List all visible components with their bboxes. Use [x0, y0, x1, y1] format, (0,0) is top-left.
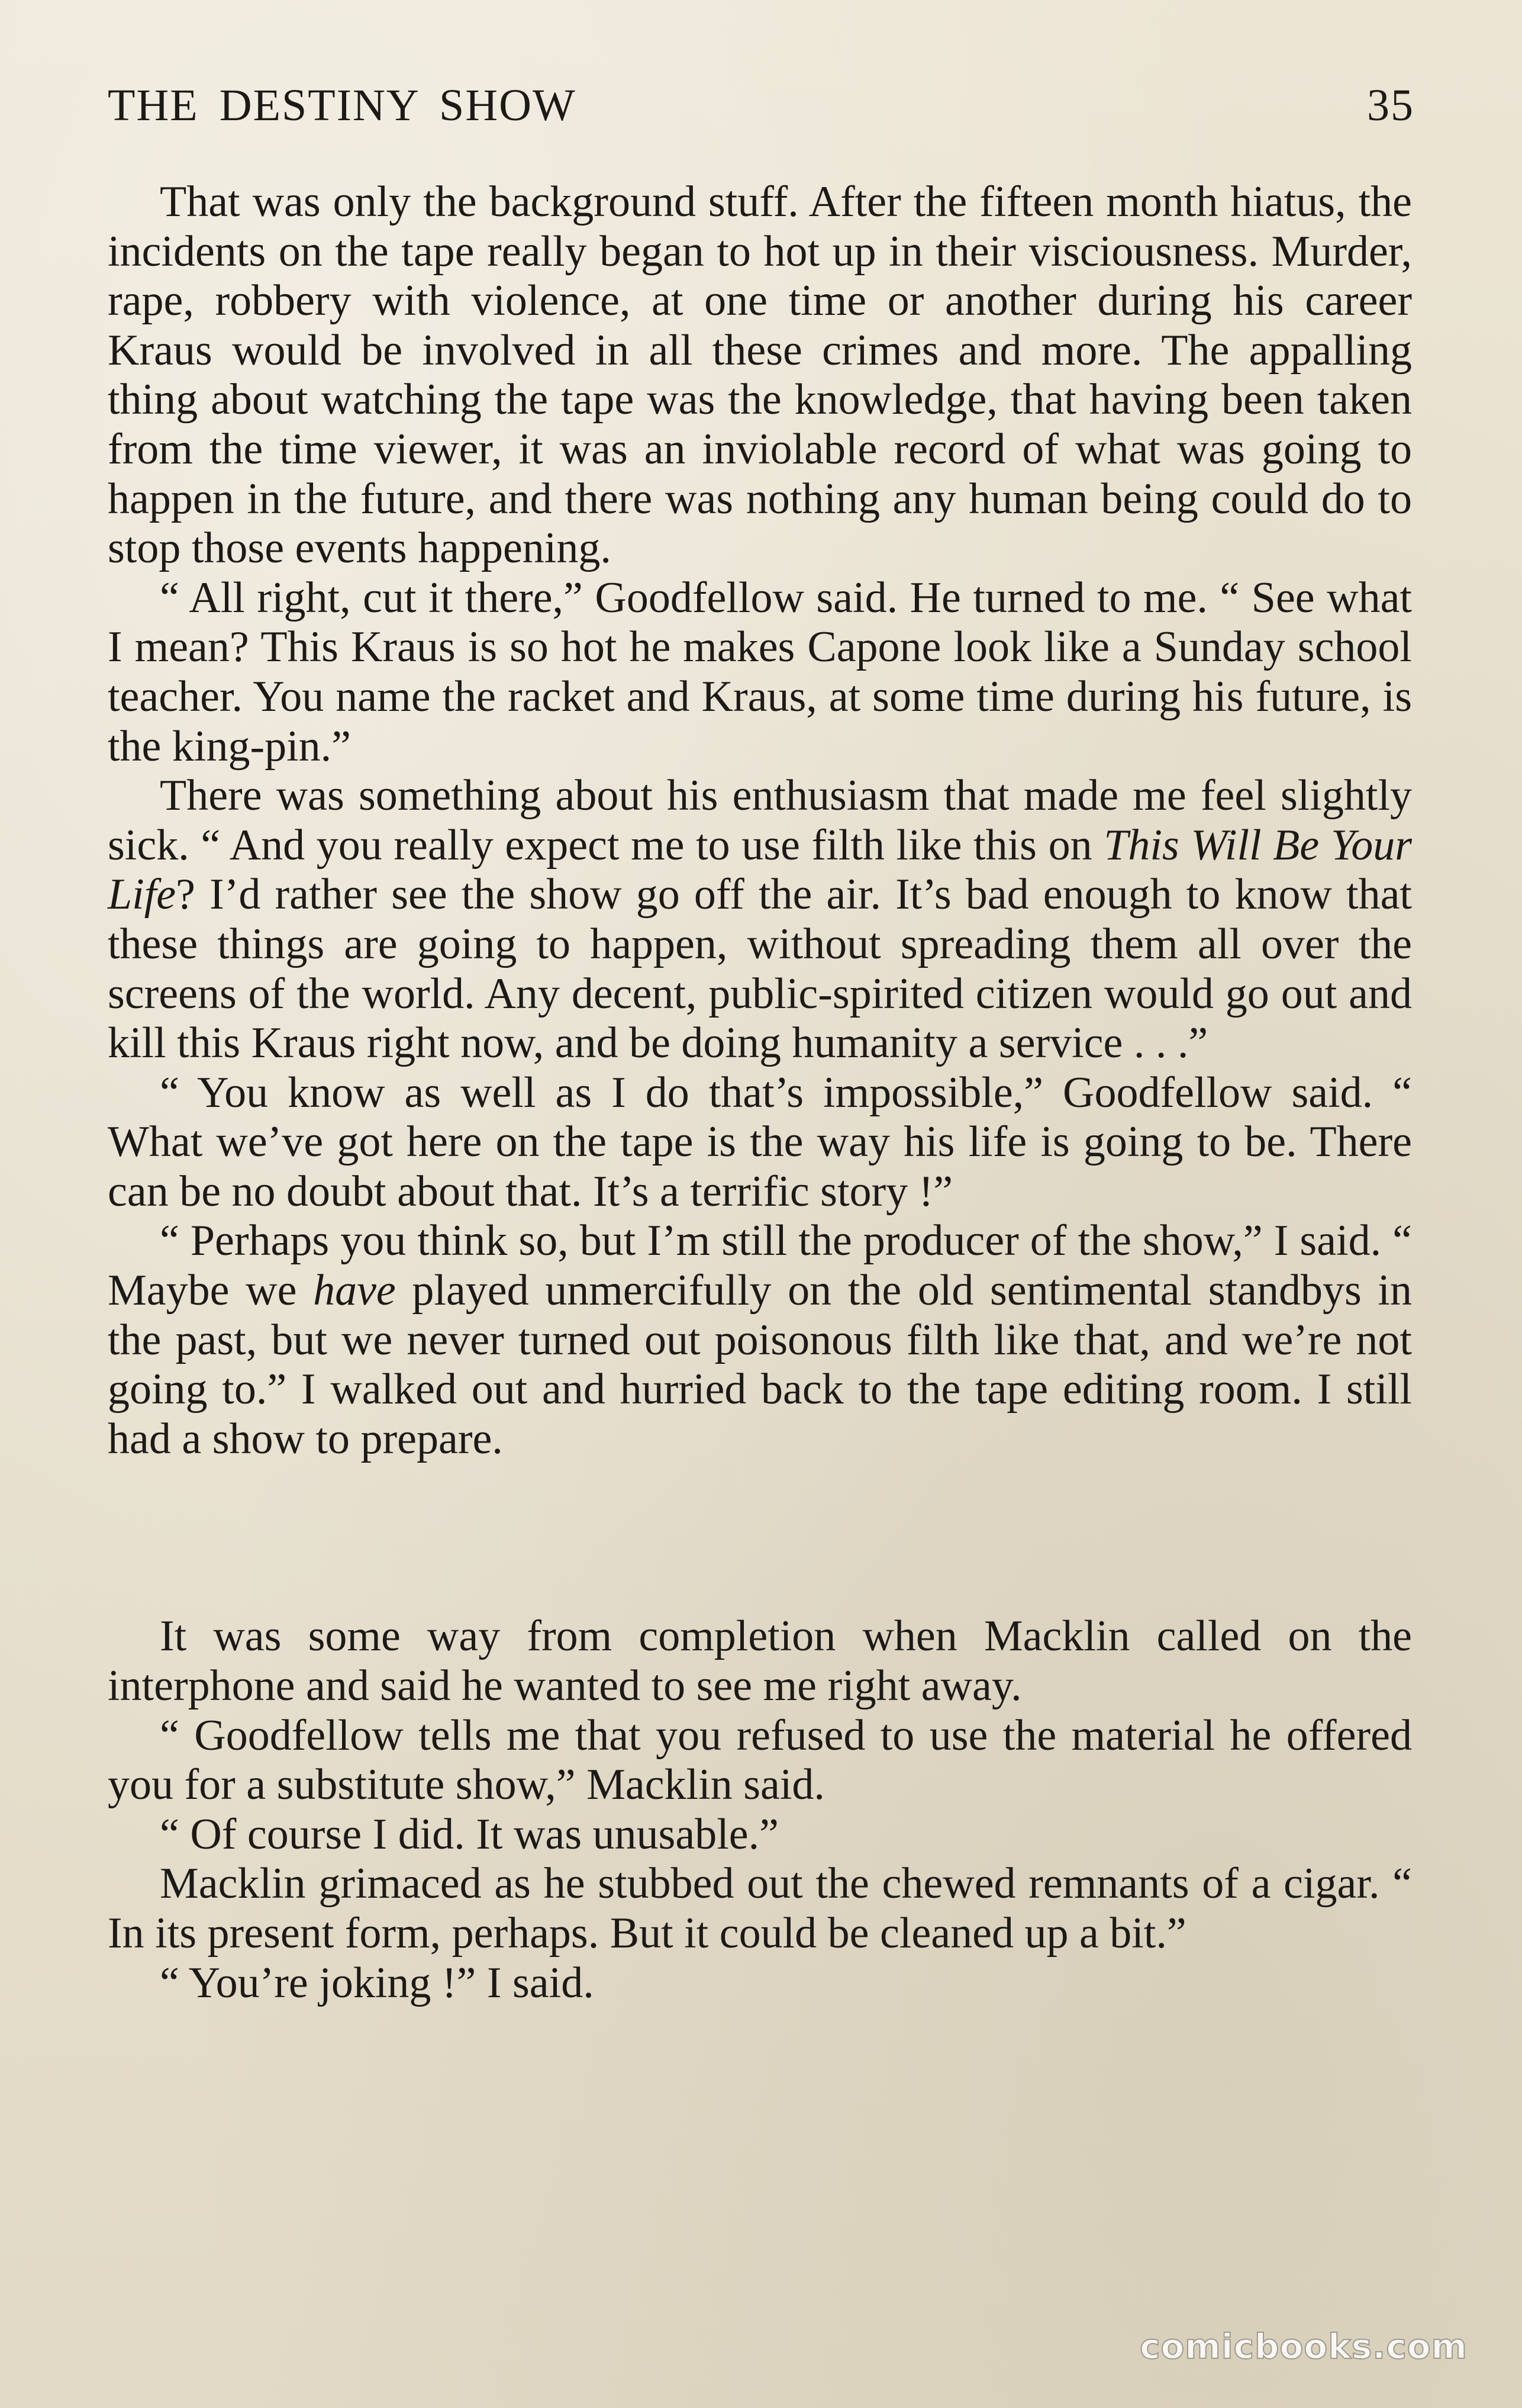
- paragraph: That was only the background stuff. After the fifteen month hiatus, the incidents on the tape really began to hot up in their visciousness. Murder, rape, robbery with violence, at one time or another during his career Kraus would be involved in all these crimes and more. The appalling thing about watching the tape was the knowledge, that having been taken from the time viewer, it was an inviolable record of what was going to happen in the future, and there was nothing any human being could do to stop those events happening.: [108, 178, 1412, 573]
- paragraph: “ Goodfellow tells me that you refused to use the material he offered you for a substitute show,” Macklin said.: [108, 1711, 1412, 1810]
- paragraph: “ You’re joking !” I said.: [160, 1958, 594, 2007]
- paragraph: “ Of course I did. It was unusable.”: [160, 1810, 779, 1859]
- paragraph: “ You know as well as I do that’s impossible,” Goodfellow said. “ What we’ve got here on the tape is the way his life is going to be. There can be no doubt about that. It’s a terrific story !”: [108, 1068, 1412, 1216]
- running-title: THE DESTINY SHOW: [108, 81, 576, 130]
- emphasis-italic: have: [313, 1266, 396, 1315]
- paragraph: “ All right, cut it there,” Goodfellow said. He turned to me. “ See what I mean? This Kraus is so hot he makes Capone look like a Sunday school teacher. You name the racket and Kraus, at some time during his future, is the king-pin.”: [108, 573, 1412, 771]
- section-break: [108, 1464, 1412, 1612]
- page-number: 35: [1367, 81, 1414, 130]
- show-title-italic: This Will Be Your Life: [108, 820, 1412, 919]
- page-header: [108, 80, 1414, 139]
- site-watermark: comicbooks.com: [1140, 2326, 1468, 2367]
- body-text: [108, 178, 1412, 2008]
- paragraph: “ Perhaps you think so, but I’m still the producer of the show,” I said. “ Maybe we have played unmercifully on the old sentimental standbys in the past, but we never turned out poisonous filth like that, and we’re not going to.” I walked out and hurried back to the tape editing room. I still had a show to prepare.: [108, 1216, 1412, 1463]
- paragraph: There was something about his enthusiasm that made me feel slightly sick. “ And you really expect me to use filth like this on This Will Be Your Life? I’d rather see the show go off the air. It’s bad enough to know that these things are going to happen, without spreading them all over the screens of the world. Any decent, public-spirited citizen would go out and kill this Kraus right now, and be doing humanity a service . . .”: [108, 771, 1412, 1068]
- paragraph: It was some way from completion when Macklin called on the interphone and said he wanted to see me right away.: [108, 1612, 1412, 1711]
- paragraph: Macklin grimaced as he stubbed out the chewed remnants of a cigar. “ In its present form, perhaps. But it could be cleaned up a bit.”: [108, 1859, 1412, 1958]
